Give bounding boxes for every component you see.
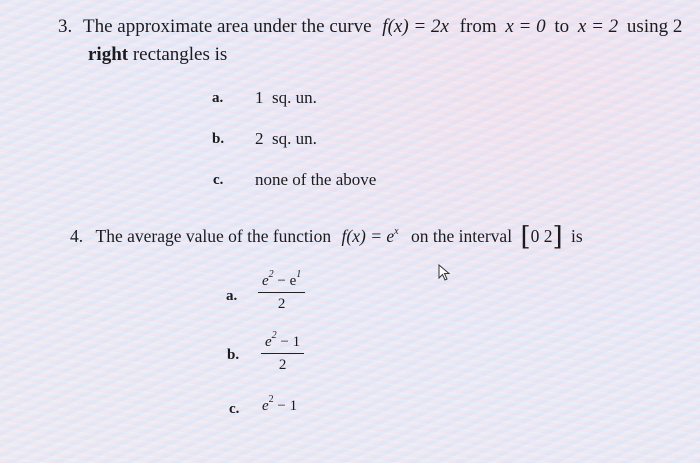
q3-text-b: using 2 — [626, 16, 683, 37]
q4-option-b-numerator — [261, 330, 304, 354]
q3-number: 3. — [58, 16, 73, 37]
option-c-exp: 2 — [268, 394, 274, 405]
mouse-cursor-icon — [438, 264, 452, 282]
q3-line2 — [88, 44, 227, 66]
q4-function-exp: x — [394, 226, 399, 237]
numerator-exp2: 1 — [296, 269, 302, 280]
q3-option-a-letter: a. — [212, 90, 224, 106]
q3-line1 — [58, 16, 682, 38]
q3-bold-right: right — [88, 44, 129, 65]
q4-option-b-denominator: 2 — [278, 357, 287, 373]
q4-text-a: The average value of the function — [95, 226, 332, 246]
numerator-base: e — [265, 334, 272, 350]
q4-line1 — [70, 222, 583, 252]
q3-line2-rest: rectangles is — [132, 44, 228, 65]
q3-option-b-letter: b. — [212, 131, 225, 147]
option-c-rest: − 1 — [273, 398, 298, 414]
q4-option-a-fraction — [258, 269, 305, 313]
numerator-base: e — [262, 273, 269, 289]
interval-values: 0 2 — [530, 226, 553, 246]
numerator-op: − e — [273, 273, 297, 289]
numerator-exp: 2 — [271, 330, 277, 341]
q4-option-a-denominator: 2 — [277, 296, 286, 312]
q3-x-from: x = 0 — [505, 16, 546, 37]
q4-option-b-letter: b. — [227, 347, 240, 363]
q3-x-to: x = 2 — [577, 16, 619, 37]
q4-option-a-letter: a. — [226, 288, 238, 304]
q3-option-c-letter: c. — [213, 172, 224, 188]
q4-option-c-expression — [262, 394, 298, 415]
q3-function: f(x) = 2x — [382, 16, 449, 37]
q4-option-a-numerator — [258, 269, 305, 293]
interval-open-bracket: [ — [520, 222, 531, 252]
q4-option-c-letter: c. — [229, 401, 240, 417]
option-c-base: e — [262, 398, 269, 414]
q4-number: 4. — [70, 226, 84, 246]
numerator-op: − 1 — [276, 334, 301, 350]
q4-function-base: f(x) = e — [341, 226, 395, 246]
q3-option-b-text: 2 sq. un. — [255, 129, 317, 148]
q3-to: to — [554, 16, 570, 37]
interval-close-bracket: ] — [552, 222, 563, 252]
q3-option-c-text: none of the above — [255, 170, 377, 189]
q3-text-a: The approximate area under the curve — [83, 16, 372, 37]
numerator-exp: 2 — [268, 269, 274, 280]
q3-from: from — [459, 16, 497, 37]
q4-text-b: on the interval — [410, 226, 513, 246]
q4-text-c: is — [571, 226, 583, 246]
q4-option-b-fraction — [261, 330, 304, 374]
q4-interval — [520, 222, 563, 252]
q4-function — [342, 226, 399, 246]
q3-option-a-text: 1 sq. un. — [255, 88, 317, 107]
